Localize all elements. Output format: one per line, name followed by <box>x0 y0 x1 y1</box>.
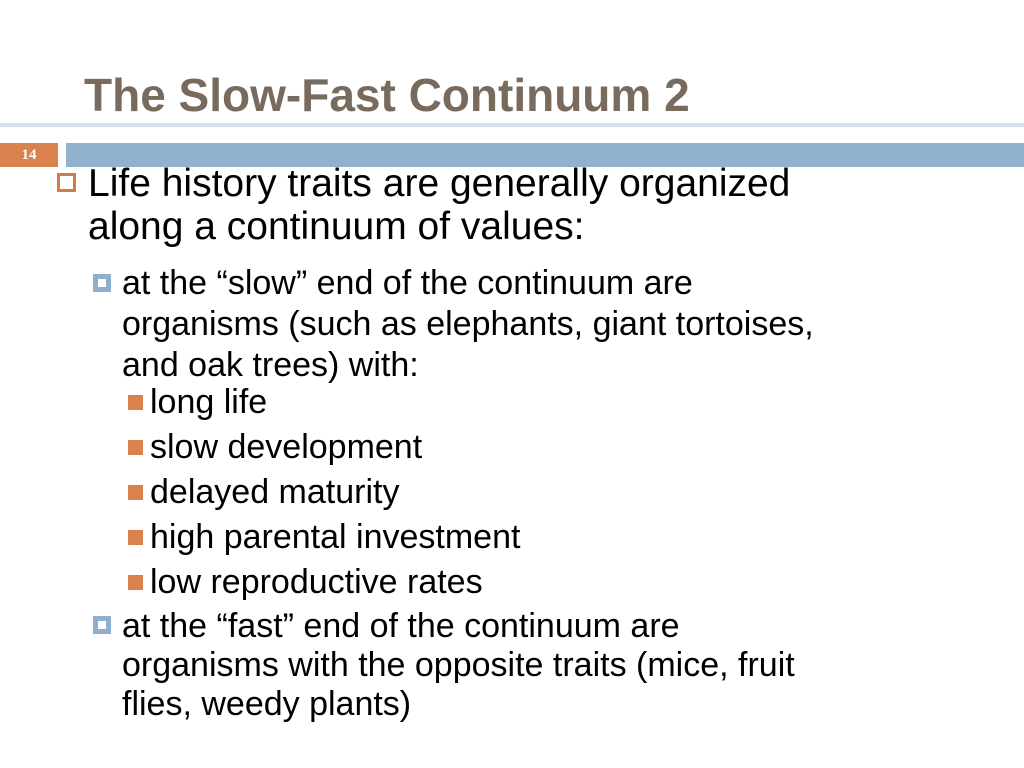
bullet-text-line: organisms with the opposite traits (mice, fruit <box>122 646 795 684</box>
bullet-text <box>93 607 795 724</box>
bullet-text <box>128 470 520 515</box>
title-divider-line <box>0 123 1024 127</box>
bullet-solid-square-icon <box>128 575 143 590</box>
bullet-item-level2-slow <box>93 263 814 386</box>
slide-title: The Slow-Fast Continuum 2 <box>84 69 690 121</box>
bullet-text-line: low reproductive rates <box>150 563 483 601</box>
bullet-text-line: slow development <box>150 428 423 466</box>
bullet-solid-square-icon <box>128 395 143 410</box>
bullet-item-level1 <box>57 162 790 248</box>
page-number: 14 <box>21 146 37 163</box>
bullet-item-level2-fast <box>93 607 795 724</box>
bullet-item-level3 <box>128 425 520 470</box>
bullet-text <box>93 263 814 386</box>
bullet-solid-square-icon <box>128 530 143 545</box>
bullet-text-line: organisms (such as elephants, giant tortoises, <box>122 305 814 343</box>
bullet-text-line: long life <box>150 383 268 421</box>
bullet-item-level3 <box>128 515 520 560</box>
bullet-blue-square-icon <box>93 274 111 292</box>
bullet-text <box>128 380 520 425</box>
bullet-text-line: flies, weedy plants) <box>122 685 412 723</box>
bullet-item-level3 <box>128 380 520 425</box>
bullet-text <box>128 425 520 470</box>
bullet-text-line: at the “fast” end of the continuum are <box>122 607 680 645</box>
bullet-blue-square-icon <box>93 616 111 634</box>
bullet-text <box>128 560 520 605</box>
bullet-group-level3 <box>128 380 520 605</box>
bullet-item-level3 <box>128 470 520 515</box>
bullet-text <box>128 515 520 560</box>
bullet-hollow-square-icon <box>57 173 76 192</box>
bullet-text-line: at the “slow” end of the continuum are <box>122 264 693 302</box>
bullet-text <box>57 162 790 248</box>
bullet-text-line: and oak trees) with: <box>122 346 419 384</box>
bullet-text-line: delayed maturity <box>150 473 400 511</box>
bullet-text-line: Life history traits are generally organized <box>88 162 791 205</box>
bullet-solid-square-icon <box>128 485 143 500</box>
bullet-solid-square-icon <box>128 440 143 455</box>
bullet-item-level3 <box>128 560 520 605</box>
bullet-text-line: high parental investment <box>150 518 521 556</box>
bullet-text-line: along a continuum of values: <box>88 205 585 248</box>
page-number-badge <box>0 143 58 167</box>
